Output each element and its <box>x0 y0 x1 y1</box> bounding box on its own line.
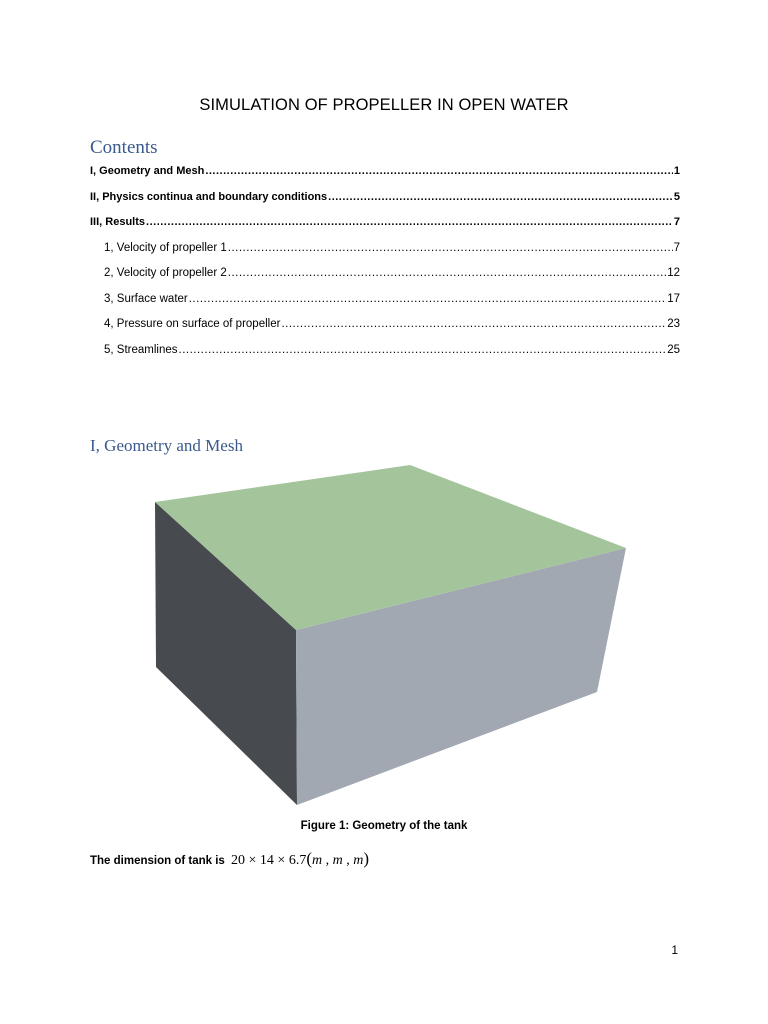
toc-entry-physics-continua[interactable] <box>90 187 680 213</box>
toc-entry-page: 7 <box>673 216 680 228</box>
dimension-value: 20 × 14 × 6.7 <box>231 853 307 868</box>
toc-entry-label: 3, Surface water <box>104 292 188 305</box>
toc-entry-page: 1 <box>673 165 680 177</box>
toc-entry-page: 25 <box>667 343 680 356</box>
toc-leader-dots <box>205 161 673 181</box>
toc-leader-dots <box>146 212 673 232</box>
toc-leader-dots <box>189 289 666 309</box>
toc-entry-label: 1, Velocity of propeller 1 <box>104 241 227 254</box>
toc-entry-page: 17 <box>667 292 680 305</box>
toc-entry-velocity-propeller-2[interactable] <box>90 263 680 289</box>
toc-entry-velocity-propeller-1[interactable] <box>90 238 680 264</box>
toc-leader-dots <box>281 314 666 334</box>
toc-entry-label: I, Geometry and Mesh <box>90 165 205 177</box>
toc-entry-page: 5 <box>673 190 680 203</box>
toc-entry-results[interactable] <box>90 212 680 238</box>
toc-entry-page: 12 <box>667 267 680 279</box>
toc-leader-dots <box>228 263 666 283</box>
document-title: SIMULATION OF PROPELLER IN OPEN WATER <box>199 96 569 114</box>
toc-leader-dots <box>179 340 667 360</box>
toc-entry-geometry-and-mesh[interactable] <box>90 161 680 187</box>
page-number: 1 <box>671 943 678 957</box>
toc-entry-streamlines[interactable] <box>90 340 680 366</box>
toc-leader-dots <box>228 238 673 258</box>
tank-geometry-figure <box>150 462 630 812</box>
toc-entry-page: 23 <box>667 318 680 330</box>
toc-entry-page: 7 <box>673 241 680 254</box>
toc-entry-label: III, Results <box>90 216 146 228</box>
figure-caption: Figure 1: Geometry of the tank <box>300 820 468 832</box>
tank-box-render <box>150 462 630 812</box>
toc-entry-label: II, Physics continua and boundary conditions <box>90 190 328 203</box>
toc-entry-pressure-surface[interactable] <box>90 314 680 340</box>
toc-leader-dots <box>328 187 673 207</box>
toc-entry-label: 4, Pressure on surface of propeller <box>104 318 281 330</box>
table-of-contents <box>90 161 680 365</box>
dimension-units: m , m , m <box>312 853 364 868</box>
toc-heading: Contents <box>90 137 158 158</box>
dimension-statement: The dimension of tank is 20 × 14 × 6.7(m , m , m) <box>90 849 370 868</box>
toc-entry-label: 5, Streamlines <box>104 343 178 356</box>
dimension-label: The dimension of tank is <box>90 855 225 867</box>
section-heading-geometry-and-mesh: I, Geometry and Mesh <box>90 436 243 455</box>
toc-entry-surface-water[interactable] <box>90 289 680 315</box>
toc-entry-label: 2, Velocity of propeller 2 <box>104 267 227 279</box>
